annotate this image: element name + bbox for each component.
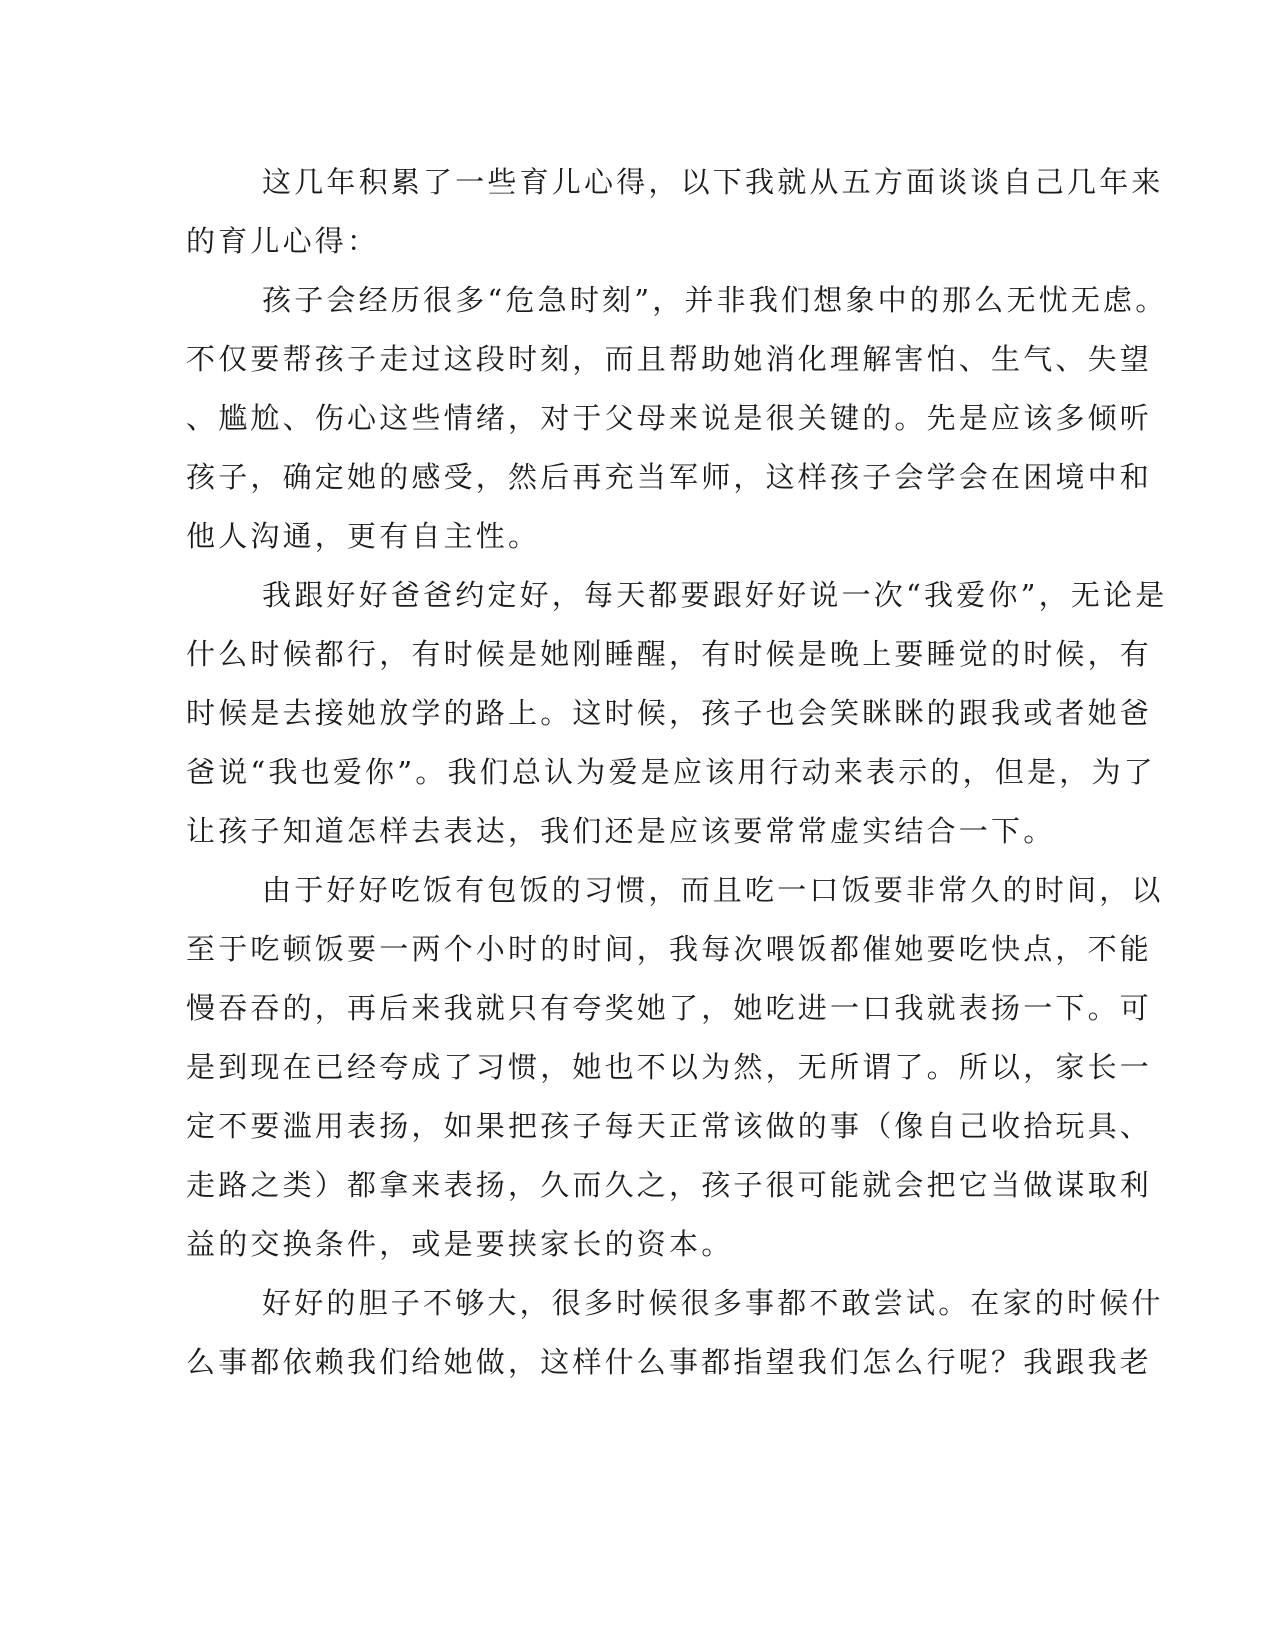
paragraph-2-line-4: 孩子，确定她的感受，然后再充当军师，这样孩子会学会在困境中和 bbox=[186, 460, 1153, 494]
paragraph-4-line-6: 走路之类）都拿来表扬，久而久之，孩子很可能就会把它当做谋取利 bbox=[186, 1168, 1153, 1202]
paragraph-2-line-1: 孩子会经历很多“危急时刻”，并非我们想象中的那么无忧无虑。 bbox=[262, 283, 1168, 317]
paragraph-4-line-1: 由于好好吃饭有包饭的习惯，而且吃一口饭要非常久的时间，以 bbox=[262, 873, 1164, 907]
paragraph-4-line-4: 是到现在已经夸成了习惯，她也不以为然，无所谓了。所以，家长一 bbox=[186, 1050, 1153, 1084]
paragraph-4-line-7: 益的交换条件，或是要挟家长的资本。 bbox=[186, 1227, 734, 1261]
paragraph-3-line-1: 我跟好好爸爸约定好，每天都要跟好好说一次“我爱你”，无论是 bbox=[262, 578, 1168, 612]
paragraph-1-line-1: 这几年积累了一些育儿心得，以下我就从五方面谈谈自己几年来 bbox=[262, 165, 1164, 199]
paragraph-1-line-2: 的育儿心得： bbox=[186, 224, 380, 258]
paragraph-3-line-3: 时候是去接她放学的路上。这时候，孩子也会笑眯眯的跟我或者她爸 bbox=[186, 696, 1153, 730]
paragraph-5-line-2: 么事都依赖我们给她做，这样什么事都指望我们怎么行呢？我跟我老 bbox=[186, 1345, 1153, 1379]
paragraph-2-line-5: 他人沟通，更有自主性。 bbox=[186, 519, 541, 553]
paragraph-3-line-2: 什么时候都行，有时候是她刚睡醒，有时候是晚上要睡觉的时候，有 bbox=[186, 637, 1153, 671]
paragraph-2-line-3: 、尴尬、伤心这些情绪，对于父母来说是很关键的。先是应该多倾听 bbox=[186, 401, 1153, 435]
paragraph-2-line-2: 不仅要帮孩子走过这段时刻，而且帮助她消化理解害怕、生气、失望 bbox=[186, 342, 1153, 376]
paragraph-4-line-2: 至于吃顿饭要一两个小时的时间，我每次喂饭都催她要吃快点，不能 bbox=[186, 932, 1153, 966]
paragraph-3-line-4: 爸说“我也爱你”。我们总认为爱是应该用行动来表示的，但是，为了 bbox=[186, 755, 1156, 789]
paragraph-3-line-5: 让孩子知道怎样去表达，我们还是应该要常常虚实结合一下。 bbox=[186, 814, 1056, 848]
paragraph-4-line-3: 慢吞吞的，再后来我就只有夸奖她了，她吃进一口我就表扬一下。可 bbox=[186, 991, 1153, 1025]
paragraph-4-line-5: 定不要滥用表扬，如果把孩子每天正常该做的事（像自己收拾玩具、 bbox=[186, 1109, 1153, 1143]
paragraph-5-line-1: 好好的胆子不够大，很多时候很多事都不敢尝试。在家的时候什 bbox=[262, 1286, 1164, 1320]
